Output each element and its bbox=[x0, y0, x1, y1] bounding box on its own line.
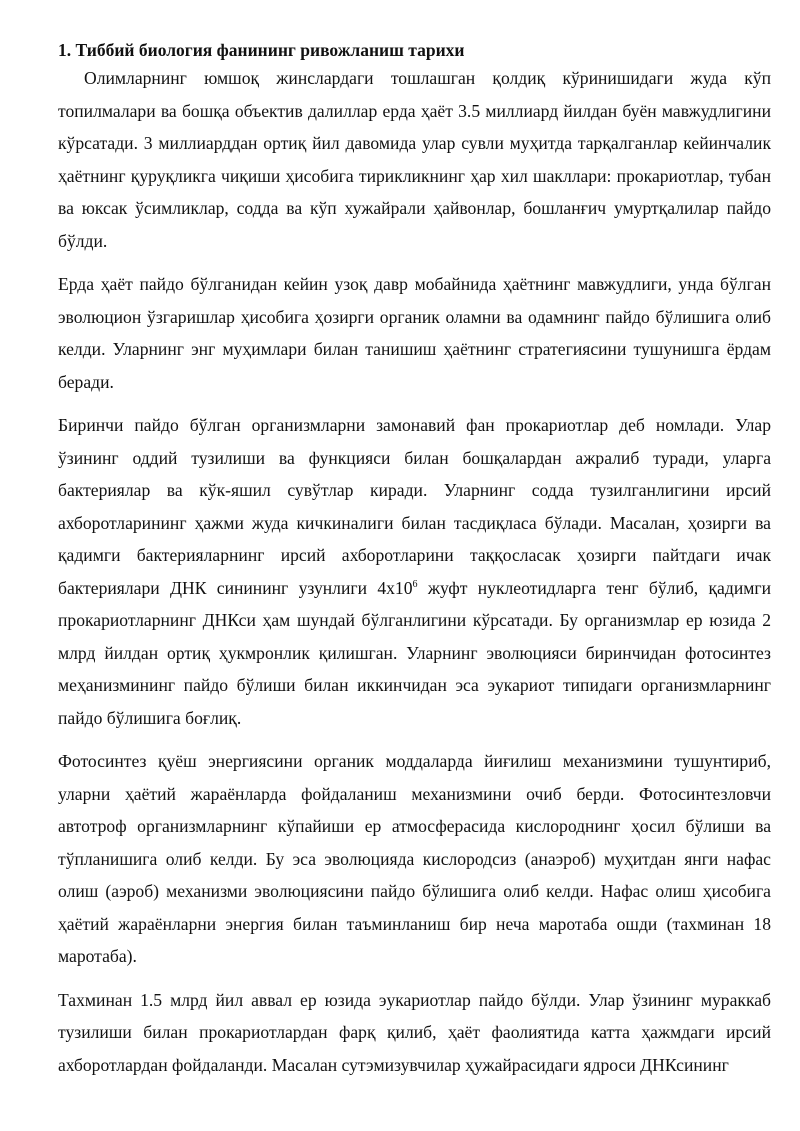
paragraph-3 bbox=[58, 409, 771, 734]
paragraph-3-text-before: Биринчи пайдо бўлган организмларни замонавий фан прокариотлар деб номлади. Улар ўзининг оддий тузилиши ва функцияси билан бошқалардан ажралиб туради, уларга бактериялар ва кўк-яшил сувўтлар киради. Уларнинг содда тузилганлигини ирсий ахборотларининг ҳажми жуда кичкиналиги билан тасдиқласа бўлади. Масалан, ҳозирги ва қадимги бактерияларнинг ирсий ахборотларини таққосласак ҳозирги пайтдаги ичак бактериялари ДНК синининг узунлиги 4х10 bbox=[58, 415, 771, 598]
paragraph-4: Фотосинтез қуёш энергиясини органик моддаларда йиғилиш механизмини тушунтириб, уларни ҳаётий жараёнларда фойдаланиш механизмини очиб берди. Фотосинтезловчи автотроф организмларнинг кўпайиши ер атмосферасида кислороднинг ҳосил бўлиши ва тўпланишига олиб келди. Бу эса эволюцияда кислородсиз (анаэроб) муҳитдан янги нафас олиш (аэроб) механизми эволюциясини пайдо бўлишига олиб келди. Нафас олиш ҳисобига ҳаётий жараёнларни энергия билан таъминланиш бир неча маротаба ошди (тахминан 18 маротаба). bbox=[58, 751, 771, 966]
document-page bbox=[58, 39, 771, 1092]
paragraph-5: Тахминан 1.5 млрд йил аввал ер юзида эукариотлар пайдо бўлди. Улар ўзининг мураккаб тузилиши билан прокариотлардан фарқ қилиб, ҳаёт фаолиятида катта ҳажмдаги ирсий ахборотлардан фойдаланди. Масалан сутэмизувчилар ҳужайрасидаги ядроси ДНКсининг bbox=[58, 989, 771, 1075]
section-title: 1. Тиббий биология фанининг ривожланиш тарихи bbox=[58, 40, 465, 60]
paragraph-1: Олимларнинг юмшоқ жинслардаги тошлашган қолдиқ кўринишидаги жуда кўп топилмалари ва бошқа объектив далиллар ерда ҳаёт 3.5 миллиард йилдан буён мавжудлигини кўрсатади. 3 миллиарддан ортиқ йил давомида улар сувли муҳитда тарқалганлар кейинчалик ҳаётнинг қуруқликга чиқиши ҳисобига тирикликнинг ҳар хил шакллари: прокариотлар, тубан ва юксак ўсимликлар, содда ва кўп хужайрали ҳайвонлар, бошланғич умуртқалилар пайдо бўлди. bbox=[58, 68, 771, 251]
paragraph-3-text-after: жуфт нуклеотидларга тенг бўлиб, қадимги прокариотларнинг ДНКси ҳам шундай бўлганлигини кўрсатади. Бу организмлар ер юзида 2 млрд йилдан ортиқ ҳукмронлик қилишган. Уларнинг эволюцияси биринчидан фотосинтез меҳанизмининг пайдо бўлиши билан иккинчидан эса эукариот типидаги организмларнинг пайдо бўлишига боғлиқ. bbox=[58, 577, 771, 728]
exponent-superscript: 6 bbox=[412, 578, 418, 590]
paragraph-2: Ерда ҳаёт пайдо бўлганидан кейин узоқ давр мобайнида ҳаётнинг мавжудлиги, унда бўлган эволюцион ўзгаришлар ҳисобига ҳозирги органик оламни ва одамнинг пайдо бўлишига олиб келди. Уларнинг энг муҳимлари билан танишиш ҳаётнинг стратегиясини тушунишга ёрдам беради. bbox=[58, 274, 771, 392]
